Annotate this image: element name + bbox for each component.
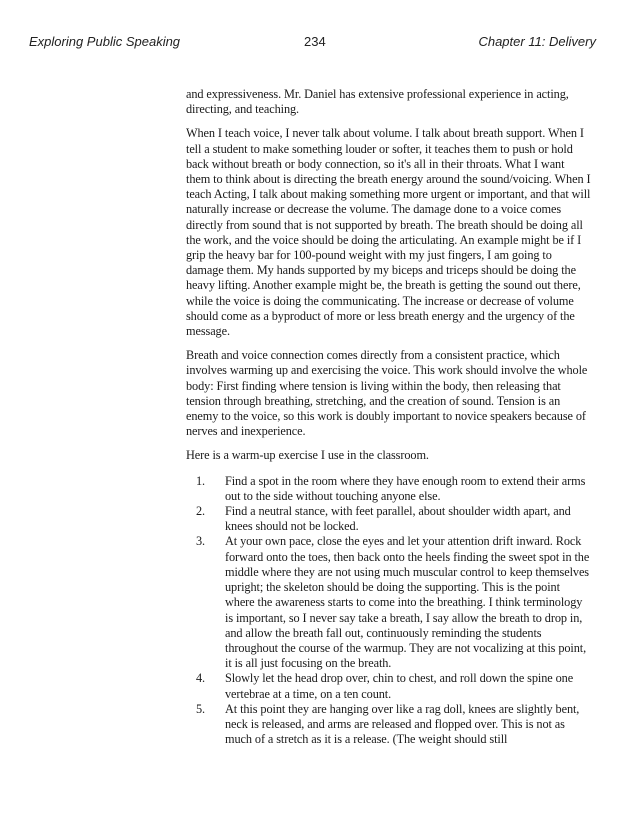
chapter-title: Chapter 11: Delivery	[478, 34, 596, 49]
list-item-number: 1.	[196, 473, 206, 488]
page-body	[186, 87, 591, 747]
warmup-steps-list	[186, 474, 591, 748]
list-item	[196, 473, 591, 504]
list-item-number: 2.	[196, 504, 206, 519]
book-title: Exploring Public Speaking	[29, 34, 181, 49]
list-item-text: Slowly let the head drop over, chin to chest, and roll down the spine one vertebrae at a time, on a ten count.	[225, 671, 574, 701]
list-item	[196, 534, 591, 671]
list-item	[196, 671, 591, 701]
list-item	[196, 504, 591, 534]
paragraph-breath-voice-connection: Breath and voice connection comes directly from a consistent practice, which involves warming up and exercising the voice. This work should involve the whole body: First finding where tension is living within the body, then releasing that tension through breathing, stretching, and the creation of sound. Tension is an enemy to the voice, so this work is doubly important to novice speakers because of nerves and inexperience.	[186, 348, 588, 439]
list-item-number: 5.	[196, 701, 206, 716]
list-item	[196, 701, 591, 748]
paragraph-intro-continuation: and expressiveness. Mr. Daniel has extensive professional experience in acting, directing, and teaching.	[186, 87, 569, 117]
page-header	[29, 34, 596, 54]
list-item-text: Find a neutral stance, with feet parallel, about shoulder width apart, and knees should not be locked.	[225, 504, 571, 534]
list-item-text: At this point they are hanging over like a rag doll, knees are slightly bent, neck is released, and arms are released and flopped over. This is not as much of a stretch as it is a release. (The weight should still	[225, 701, 580, 747]
list-item-number: 4.	[196, 671, 206, 686]
list-item-text: Find a spot in the room where they have enough room to extend their arms out to the side without touching anyone else.	[225, 473, 586, 503]
paragraph-breath-support: When I teach voice, I never talk about volume. I talk about breath support. When I tell a student to make something louder or softer, it teaches them to push or hold back without breath or body connection, so it's all in their throats. What I want them to think about is directing the breath energy around the sound/voicing. When I teach Acting, I talk about making something more urgent or important, and that will naturally increase or decrease the volume. The damage done to a voice comes directly from sound that is not supported by breath. The breath should be doing all the work, and the voice should be doing the articulating. An example might be if I grip the heavy bar for 100-pound weight with my just fingers, I am going to damage them. My hands supported by my biceps and triceps should be doing the heavy lifting. Another example might be, the breath is getting the sound out there, while the voice is doing the communicating. The increase or decrease of volume should come as a byproduct of more or less breath energy and the urgency of the message.	[186, 126, 591, 339]
list-item-number: 3.	[196, 534, 206, 549]
list-item-text: At your own pace, close the eyes and let your attention drift inward. Rock forward onto the toes, then back onto the heels finding the sweet spot in the middle where they are not using much muscular control to keep themselves upright; the skeleton should be doing the supporting. This is the point where the awareness starts to come into the breathing. I think terminology is important, so I never say take a breath, I say allow the breath to drop in, and allow the breath fall out, continuously reminding the students throughout the course of the warmup. They are not vocalizing at this point, it is all just focusing on the breath.	[225, 534, 590, 671]
page-number: 234	[304, 34, 326, 49]
paragraph-warmup-intro: Here is a warm-up exercise I use in the classroom.	[186, 448, 429, 463]
